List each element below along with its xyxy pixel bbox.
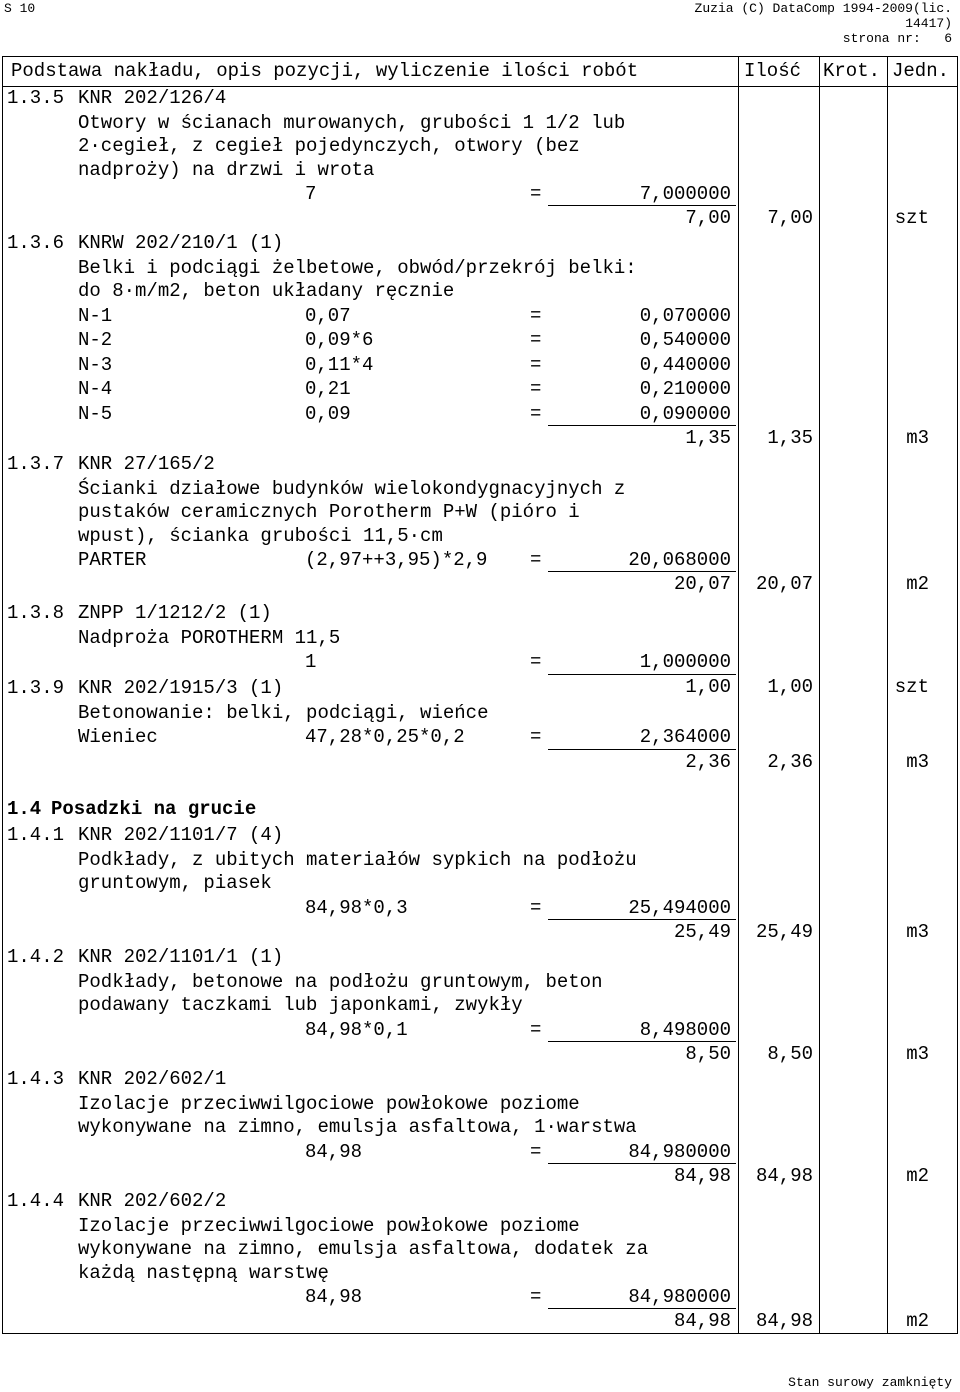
calc-result: 0,540000 [639, 329, 731, 352]
calc-result: 0,440000 [639, 353, 731, 376]
item-unit: m2 [906, 1165, 929, 1188]
page-code: S 10 [4, 1, 36, 16]
calc-expression: 0,11*4 [305, 353, 374, 376]
item-basis: KNR 202/1101/7 (4) [78, 824, 284, 846]
calc-result: 7,000000 [639, 182, 731, 205]
calc-equals-sign: = [530, 1140, 542, 1163]
cost-estimate-table [2, 56, 958, 1334]
item-basis: KNR 202/602/2 [78, 1190, 227, 1212]
item-description-line: Izolacje przeciwwilgociowe powłokowe poziome [78, 1215, 580, 1238]
item-description-line: każdą następną warstwę [78, 1261, 329, 1284]
item-number: 1.3.7 [7, 453, 65, 475]
calc-equals-sign: = [530, 182, 542, 205]
result-underline [548, 1308, 736, 1309]
calc-expression: 0,07 [305, 304, 351, 327]
license-number: 14417) [905, 16, 952, 31]
item-description-line: Podkłady, betonowe na podłożu gruntowym, beton [78, 971, 603, 994]
item-basis: KNR 202/1915/3 (1) [78, 677, 284, 699]
item-number: 1.3.6 [7, 232, 65, 254]
calc-result: 20,068000 [628, 548, 731, 571]
result-underline [548, 425, 736, 426]
calc-result: 25,494000 [628, 896, 731, 919]
item-multiplier: 8,50 [767, 1043, 813, 1066]
item-description-line: Ścianki działowe budynków wielokondygnacyjnych z [78, 478, 626, 501]
item-description-line: wpust), ścianka grubości 11,5·cm [78, 524, 443, 547]
result-underline [548, 1163, 736, 1164]
calc-result: 84,980000 [628, 1140, 731, 1163]
calc-equals-sign: = [530, 726, 542, 749]
calc-label: N-4 [78, 378, 113, 401]
item-unit: m2 [906, 1310, 929, 1333]
item-number: 1.4.4 [7, 1190, 65, 1212]
item-multiplier: 25,49 [755, 921, 813, 944]
page-number-line [843, 31, 952, 46]
column-divider-multiplier [819, 57, 820, 1333]
calc-result: 84,980000 [628, 1285, 731, 1308]
calc-result: 2,364000 [639, 726, 731, 749]
item-unit: m3 [906, 427, 929, 450]
calc-equals-sign: = [530, 548, 542, 571]
calc-expression: 47,28*0,25*0,2 [305, 726, 465, 749]
item-unit: m2 [906, 573, 929, 596]
calc-equals-sign: = [530, 651, 542, 674]
item-multiplier: 7,00 [767, 207, 813, 230]
page-number: 6 [944, 31, 952, 46]
item-description-line: pustaków ceramicznych Porotherm P+W (pióro i [78, 501, 580, 524]
item-multiplier: 1,35 [767, 427, 813, 450]
item-number: 1.4.2 [7, 946, 65, 968]
item-description-line: Podkłady, z ubitych materiałów sypkich na podłożu [78, 849, 637, 872]
calc-label: N-5 [78, 402, 113, 425]
result-underline [548, 1041, 736, 1042]
column-divider-unit [887, 57, 888, 1333]
calc-expression: 84,98*0,3 [305, 896, 408, 919]
calc-expression: 0,09 [305, 402, 351, 425]
calc-expression: 84,98*0,1 [305, 1018, 408, 1041]
item-multiplier: 1,00 [767, 675, 813, 698]
result-underline [548, 919, 736, 920]
item-number: 1.3.8 [7, 602, 65, 624]
calc-label: Wieniec [78, 726, 158, 749]
item-unit: m3 [906, 750, 929, 773]
result-underline [548, 674, 736, 675]
calc-equals-sign: = [530, 1018, 542, 1041]
item-description-line: wykonywane na zimno, emulsja asfaltowa, 1·warstwa [78, 1116, 637, 1139]
calc-result: 1,000000 [639, 651, 731, 674]
calc-equals-sign: = [530, 402, 542, 425]
item-basis: KNR 202/1101/1 (1) [78, 946, 284, 968]
item-quantity: 7,00 [685, 207, 731, 230]
item-unit: szt [894, 207, 929, 230]
calc-expression: 1 [305, 651, 317, 674]
item-basis: KNR 27/165/2 [78, 453, 215, 475]
item-quantity: 25,49 [673, 921, 731, 944]
item-quantity: 8,50 [685, 1043, 731, 1066]
item-quantity: 84,98 [673, 1165, 731, 1188]
calc-expression: 7 [305, 182, 317, 205]
item-quantity: 2,36 [685, 750, 731, 773]
section-title: Posadzki na grucie [51, 798, 257, 820]
item-description-line: Belki i podciągi żelbetowe, obwód/przekrój belki: [78, 257, 637, 280]
calc-equals-sign: = [530, 1285, 542, 1308]
item-basis: KNR 202/602/1 [78, 1068, 227, 1090]
page-number-label: strona nr: [842, 31, 921, 46]
item-unit: m3 [906, 921, 929, 944]
calc-label: PARTER [78, 548, 147, 571]
item-description-line: 2·cegieł, z cegieł pojedynczych, otwory (bez [78, 135, 580, 158]
item-description-line: do 8·m/m2, beton układany ręcznie [78, 280, 455, 303]
column-header-description: Podstawa nakładu, opis pozycji, wyliczenie ilości robót [11, 60, 639, 82]
item-quantity: 1,00 [685, 675, 731, 698]
calc-equals-sign: = [530, 353, 542, 376]
calc-result: 0,090000 [639, 402, 731, 425]
column-header-multiplier: Krot. [823, 60, 881, 82]
calc-equals-sign: = [530, 329, 542, 352]
item-description-line: Nadproża POROTHERM 11,5 [78, 627, 341, 650]
item-multiplier: 20,07 [755, 573, 813, 596]
calc-label: N-3 [78, 353, 113, 376]
item-unit: m3 [906, 1043, 929, 1066]
software-credit: Zuzia (C) DataComp 1994-2009(lic. [694, 1, 952, 16]
calc-expression: 0,21 [305, 378, 351, 401]
calc-expression: 84,98 [305, 1140, 363, 1163]
item-basis: KNR 202/126/4 [78, 87, 227, 109]
calc-label: N-1 [78, 304, 113, 327]
item-quantity: 1,35 [685, 427, 731, 450]
item-multiplier: 84,98 [755, 1165, 813, 1188]
calc-result: 0,070000 [639, 304, 731, 327]
item-number: 1.3.5 [7, 87, 65, 109]
column-header-unit: Jedn. [892, 60, 950, 82]
item-multiplier: 2,36 [767, 750, 813, 773]
item-number: 1.4.3 [7, 1068, 65, 1090]
item-description-line: podawany taczkami lub japonkami, zwykły [78, 994, 523, 1017]
footer-caption: Stan surowy zamknięty [788, 1375, 952, 1390]
calc-result: 8,498000 [639, 1018, 731, 1041]
item-quantity: 20,07 [673, 573, 731, 596]
calc-label: N-2 [78, 329, 113, 352]
item-description-line: wykonywane na zimno, emulsja asfaltowa, dodatek za [78, 1238, 649, 1261]
calc-expression: 84,98 [305, 1285, 363, 1308]
item-description-line: gruntowym, piasek [78, 872, 272, 895]
calc-expression: 0,09*6 [305, 329, 374, 352]
column-header-quantity: Ilość [744, 60, 802, 82]
item-multiplier: 84,98 [755, 1310, 813, 1333]
calc-equals-sign: = [530, 304, 542, 327]
result-underline [548, 205, 736, 206]
calc-equals-sign: = [530, 378, 542, 401]
item-description-line: Betonowanie: belki, podciągi, wieńce [78, 702, 489, 725]
item-description-line: Otwory w ścianach murowanych, grubości 1 1/2 lub [78, 112, 626, 135]
result-underline [548, 749, 736, 750]
section-number: 1.4 [7, 798, 42, 820]
column-divider-quantity [738, 57, 739, 1333]
calc-expression: (2,97++3,95)*2,9 [305, 548, 488, 571]
item-description-line: Izolacje przeciwwilgociowe powłokowe poziome [78, 1093, 580, 1116]
result-underline [548, 571, 736, 572]
calc-equals-sign: = [530, 896, 542, 919]
item-description-line: nadproży) na drzwi i wrota [78, 158, 375, 181]
item-basis: KNRW 202/210/1 (1) [78, 232, 284, 254]
item-unit: szt [894, 675, 929, 698]
item-quantity: 84,98 [673, 1310, 731, 1333]
item-basis: ZNPP 1/1212/2 (1) [78, 602, 272, 624]
item-number: 1.4.1 [7, 824, 65, 846]
item-number: 1.3.9 [7, 677, 65, 699]
calc-result: 0,210000 [639, 378, 731, 401]
